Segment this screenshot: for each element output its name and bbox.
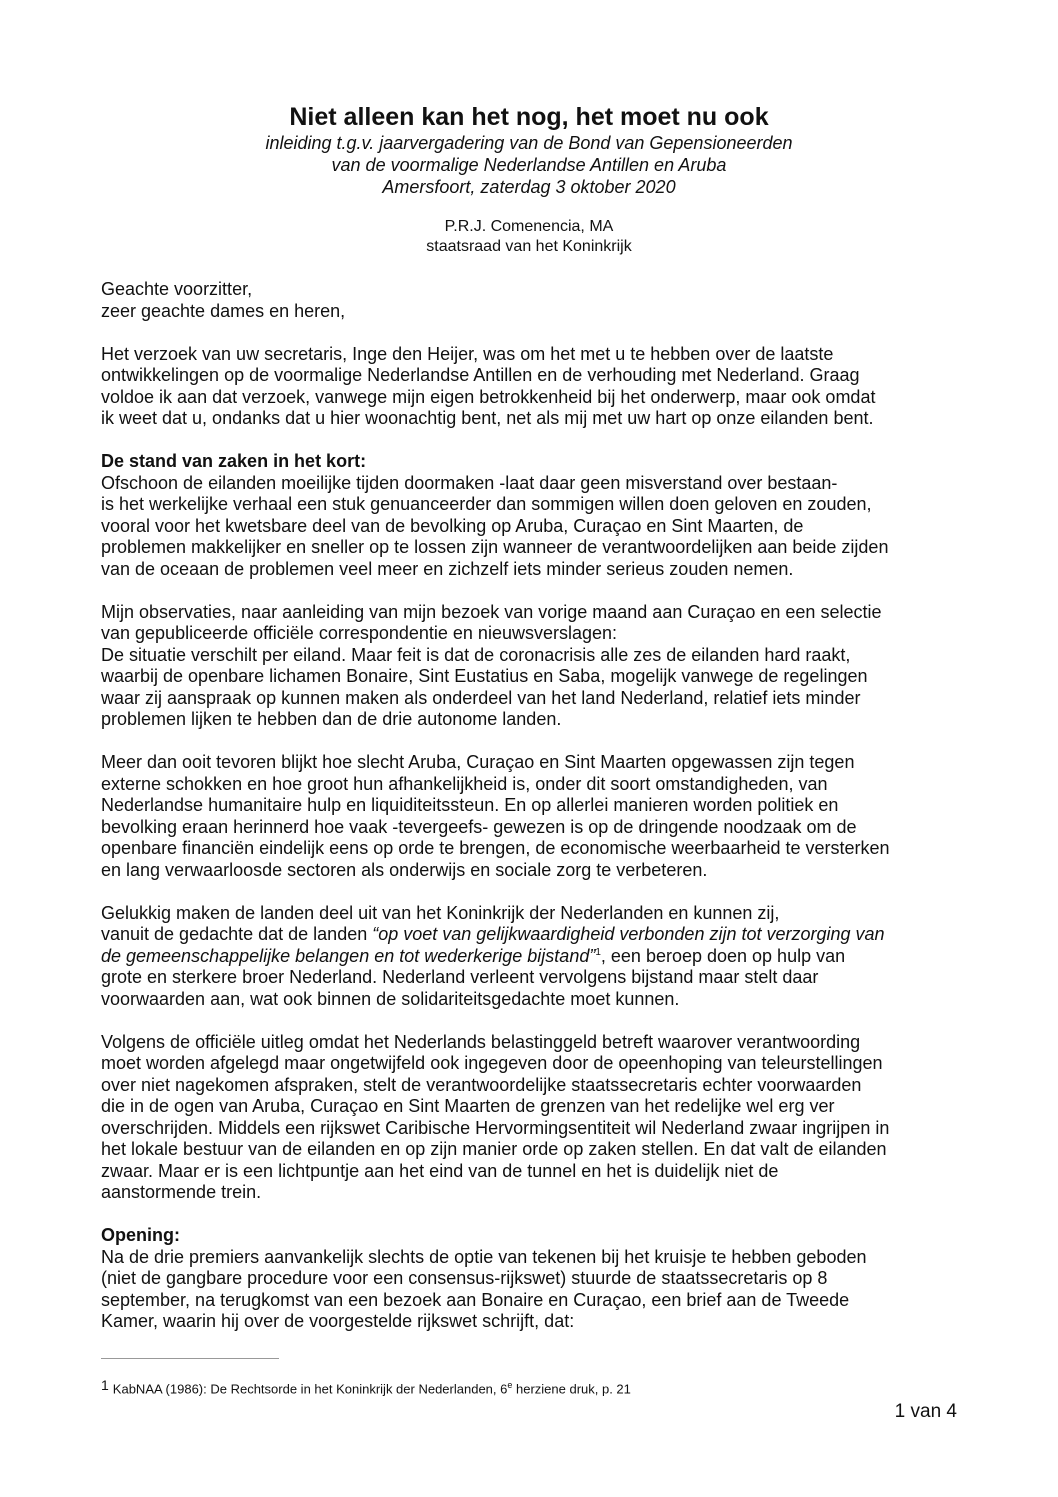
charter-quote: de gemeenschappelijke belangen en tot wederkerige bijstand” [101,945,596,966]
section-heading: Opening: [101,1225,180,1245]
footnote: 1 KabNAA (1986): De Rechtsorde in het Koninkrijk der Nederlanden, 6e herziene druk, p. 21 [101,1377,631,1397]
subtitle-line: van de voormalige Nederlandse Antillen en Aruba [331,155,727,175]
salutation: Geachte voorzitter, zeer geachte dames en heren, [101,279,346,321]
footnote-divider [101,1358,279,1359]
intro-paragraph: Het verzoek van uw secretaris, Inge den Heijer, was om het met u te hebben over de laatste ontwikkelingen op de voormalige Nederlandse Antillen en de verhouding met Nederland. Graag voldoe ik aan dat verzoek, vanwege mijn eigen betrokkenheid bij het onderwerp, maar ook omdat ik weet dat u, ondanks dat u hier woonachtig bent, net als mij met uw hart op onze eilanden bent. [101,343,876,428]
subtitle [0,132,1058,198]
page-title: Niet alleen kan het nog, het moet nu ook [289,103,769,131]
charter-quote: “op voet van gelijkwaardigheid verbonden zijn tot verzorging van [372,924,885,944]
author-block [0,217,1058,257]
dependency-paragraph: Meer dan ooit tevoren blijkt hoe slecht Aruba, Curaçao en Sint Maarten opgewassen zijn tegen externe schokken en hoe groot hun afhankelijkheid is, onder dit soort omstandigheden, van Nederlandse humanitaire hulp en liquiditeitssteun. En op allerlei manieren worden politiek en bevolking eraan herinnerd hoe vaak -tevergeefs- gewezen is op de dringende noodzaak om de openbare financiën eindelijk eens op orde te brengen, de economische weerbaarheid te versterken en lang verwaarloosde sectoren als onderwijs en sociale zorg te verbeteren. [101,752,890,880]
observations-paragraph: Mijn observaties, naar aanleiding van mijn bezoek van vorige maand aan Curaçao en een selectie van gepubliceerde officiële correspondentie en nieuwsverslagen: De situatie verschilt per eiland. Maar feit is dat de coronacrisis alle zes de eilanden hard raakt, waarbij de openbare lichamen Bonaire, Sint Eustatius en Saba, mogelijk vanwege de regelingen waar zij aanspraak op kunnen maken als onderdeel van het land Nederland, relatief iets minder problemen lijken te hebben dan de drie autonome landen. [101,601,882,729]
subtitle-line: inleiding t.g.v. jaarvergadering van de Bond van Gepensioneerden [265,133,793,153]
author-role: staatsraad van het Koninkrijk [426,238,632,255]
section-opening: Opening: Na de drie premiers aanvankelijk slechts de optie van tekenen bij het kruisje te hebben geboden (niet de gangbare procedure voor een consensus-rijkswet) stuurde de staatssecretaris op 8 september, na terugkomst van een bezoek aan Bonaire en Curaçao, een brief aan de Tweede Kamer, waarin hij over de voorgestelde rijkswet schrijft, dat: [101,1225,971,1333]
document-body [101,279,971,1354]
author-name: P.R.J. Comenencia, MA [444,218,614,235]
section-heading: De stand van zaken in het kort: [101,451,367,471]
subtitle-line: Amersfoort, zaterdag 3 oktober 2020 [382,177,676,197]
kingdom-paragraph: Gelukkig maken de landen deel uit van het Koninkrijk der Nederlanden en kunnen zij, vanuit de gedachte dat de landen “op voet van gelijkwaardigheid verbonden zijn tot verzorging van de gemeenschappelijke belangen en tot wederkerige bijstand”$^1$, een beroep doen op hulp van grote en sterkere broer Nederland. Nederland verleent vervolgens bijstand maar stelt daar voorwaarden aan, wat ook binnen de solidariteitsgedachte moet kunnen. [101,902,885,1009]
conditions-paragraph: Volgens de officiële uitleg omdat het Nederlands belastinggeld betreft waarover verantwoording moet worden afgelegd maar ongetwijfeld ook ingegeven door de opeenhoping van teleurstellingen over niet nagekomen afspraken, stelt de verantwoordelijke staatssecretaris echter voorwaarden die in de ogen van Aruba, Curaçao en Sint Maarten de grenzen van het redelijke wel erg ver overschrijden. Middels een rijkswet Caribische Hervormingsentiteit wil Nederland zwaar ingrijpen in het lokale bestuur van de eilanden en op zijn manier orde op zaken stellen. En dat valt de eilanden zwaar. Maar er is een lichtpuntje aan het eind van de tunnel en het is duidelijk niet de aanstormende trein. [101,1031,890,1202]
section-stand-van-zaken: De stand van zaken in het kort: Ofschoon de eilanden moeilijke tijden doormaken -laat daar geen misverstand over bestaan- is het werkelijke verhaal een stuk genuanceerder dan sommigen willen doen geloven en zouden, vooral voor het kwetsbare deel van de bevolking op Aruba, Curaçao en Sint Maarten, de problemen makkelijker en sneller op te lossen zijn wanneer de verantwoordelijken aan beide zijden van de oceaan de problemen veel meer en zichzelf iets minder serieus zouden nemen. [101,451,971,580]
page-number: 1 van 4 [894,1401,957,1422]
footnote-number: 1 [101,1377,109,1394]
footnote-reference[interactable]: 1 [595,946,601,958]
